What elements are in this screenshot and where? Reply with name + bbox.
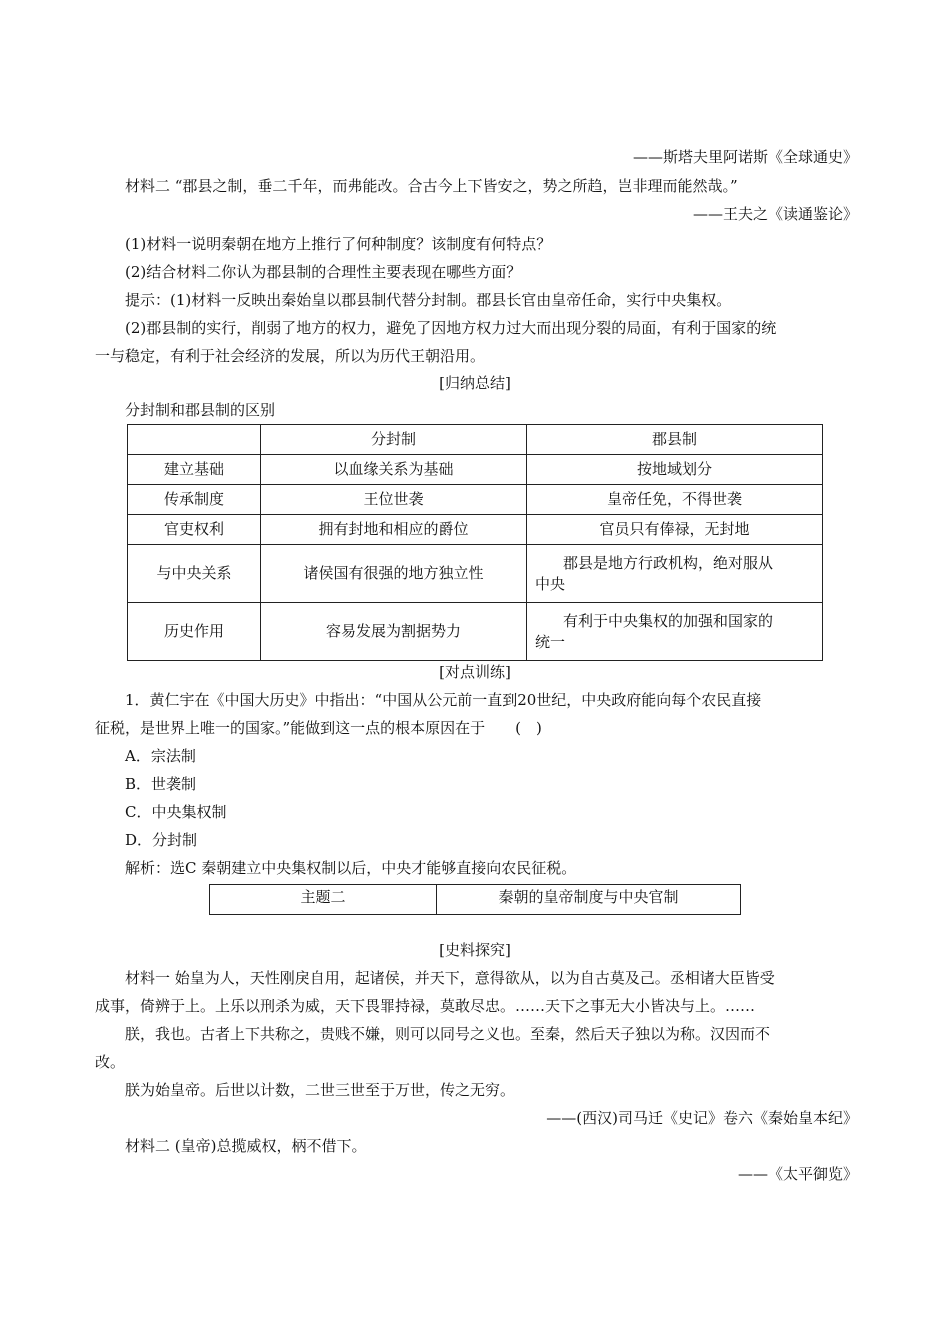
cell-fengjian: 容易发展为割据势力 [261,603,527,661]
cell-junxian-line-2: 统一 [535,632,566,651]
table-header-junxian: 郡县制 [527,425,823,455]
cell-junxian-line-2: 中央 [535,574,566,593]
attribution-taiping-yulan: ——《太平御览》 [737,1165,858,1183]
table-row [128,515,823,545]
table-header-corner [128,425,261,455]
option-d: D．分封制 [125,831,198,849]
table-row [128,485,823,515]
table-header-row [128,425,823,455]
cell-fengjian: 诸侯国有很强的地方独立性 [261,545,527,603]
summary-heading: [归纳总结] [439,374,511,392]
hint-2-line-2: 一与稳定，有利于社会经济的发展，所以为历代王朝沿用。 [95,347,486,365]
row-label: 官吏权利 [128,515,261,545]
paragraph-zhen-line-2: 改。 [95,1053,126,1071]
table-header-fengjian: 分封制 [261,425,527,455]
inquiry-heading: [史料探究] [439,941,511,959]
row-label: 建立基础 [128,455,261,485]
material-1-line-2: 成事，倚辨于上。上乐以刑杀为威，天下畏罪持禄，莫敢尽忠。……天下之事无大小皆决与上。…… [95,997,756,1015]
cell-junxian: 皇帝任免，不得世袭 [527,485,823,515]
cell-fengjian: 王位世袭 [261,485,527,515]
table-row [128,545,823,603]
row-label: 与中央关系 [128,545,261,603]
cell-junxian: 按地域划分 [527,455,823,485]
comparison-table [127,424,823,661]
attribution-wang-fuzhi: ——王夫之《读通鉴论》 [692,205,858,223]
cell-junxian [527,603,823,661]
cell-fengjian: 拥有封地和相应的爵位 [261,515,527,545]
question-2: (2)结合材料二你认为郡县制的合理性主要表现在哪些方面？ [125,263,522,281]
question-line-2: 征税，是世界上唯一的国家。”能做到这一点的根本原因在于 ( ) [95,719,542,737]
attribution-shiji: ——(西汉)司马迁《史记》卷六《秦始皇本纪》 [546,1109,858,1127]
paragraph-zhen-line-1: 朕，我也。古者上下共称之，贵贱不嫌，则可以同号之义也。至秦，然后天子独以为称。汉因而不 [125,1025,771,1043]
analysis: 解析：选C 秦朝建立中央集权制以后，中央才能够直接向农民征税。 [125,859,577,877]
question-line-1: 1．黄仁宇在《中国大历史》中指出：“中国从公元前一直到20世纪，中央政府能向每个农民直接 [125,691,762,709]
table-row [128,455,823,485]
cell-junxian-line-1: 有利于中央集权的加强和国家的 [563,611,774,630]
theme-title: 秦朝的皇帝制度与中央官制 [437,885,741,915]
table-row [128,603,823,661]
row-label: 历史作用 [128,603,261,661]
row-label: 传承制度 [128,485,261,515]
theme-label: 主题二 [210,885,437,915]
material-2-emperor: 材料二 (皇帝)总揽威权，柄不借下。 [125,1137,367,1155]
question-1: (1)材料一说明秦朝在地方上推行了何种制度？该制度有何特点？ [125,235,552,253]
option-a: A．宗法制 [125,747,196,765]
cell-junxian-line-1: 郡县是地方行政机构，绝对服从 [563,553,774,572]
cell-junxian: 官员只有俸禄，无封地 [527,515,823,545]
paragraph-shihuangdi: 朕为始皇帝。后世以计数，二世三世至于万世，传之无穷。 [125,1081,516,1099]
material-1-line-1: 材料一 始皇为人，天性刚戾自用，起诸侯，并天下，意得欲从，以为自古莫及己。丞相诸大臣皆受 [125,969,775,987]
summary-caption: 分封制和郡县制的区别 [125,401,276,419]
theme-box [209,884,741,915]
attribution-stavrianos: ——斯塔夫里阿诺斯《全球通史》 [632,148,858,166]
training-heading: [对点训练] [439,663,511,681]
option-b: B．世袭制 [125,775,197,793]
option-c: C．中央集权制 [125,803,227,821]
hint-2-line-1: (2)郡县制的实行，削弱了地方的权力，避免了因地方权力过大而出现分裂的局面，有利于国家的统 [125,319,777,337]
cell-fengjian: 以血缘关系为基础 [261,455,527,485]
material-2-quote: 材料二 “郡县之制，垂二千年，而弗能改。合古今上下皆安之，势之所趋，岂非理而能然哉。” [125,177,738,195]
cell-junxian [527,545,823,603]
hint-1: 提示：(1)材料一反映出秦始皇以郡县制代替分封制。郡县长官由皇帝任命，实行中央集权。 [125,291,732,309]
